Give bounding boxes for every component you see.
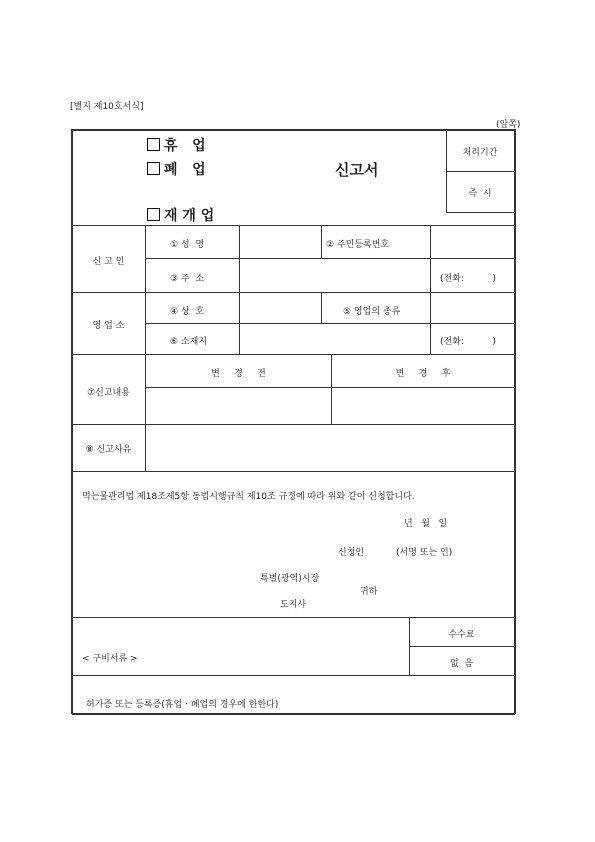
processing-period-label: 처리기간 xyxy=(462,148,498,158)
checkbox-icon[interactable] xyxy=(147,208,160,221)
checkbox-icon[interactable] xyxy=(147,162,160,175)
date-line: 년 월 일 xyxy=(404,519,448,529)
processing-period-value: 즉 시 xyxy=(468,189,492,199)
title-option-reopen[interactable]: 재 개 업 xyxy=(147,205,214,213)
required-documents-label: < 구비서류 > xyxy=(82,654,138,664)
business-section-label: 영 업 소 xyxy=(92,321,125,331)
form-number: [별지 제10호서식] xyxy=(70,102,144,112)
signature-label: (서명 또는 인) xyxy=(396,548,453,558)
declaration-statement: 먹는물관리법 제18조제5항 동법시행규칙 제10조 규정에 따라 위와 같이 신청합니다. xyxy=(82,492,415,502)
resident-id-label: ② 주민등록번호 xyxy=(326,240,390,250)
business-phone-label: (전화: ) xyxy=(440,337,497,347)
business-type-label: ⑤ 영업의 종류 xyxy=(343,307,401,317)
trade-name-field[interactable] xyxy=(240,293,320,322)
checkbox-icon[interactable] xyxy=(147,138,160,151)
reporter-phone-label: (전화: ) xyxy=(440,274,497,284)
form-title: 신고서 xyxy=(335,161,379,179)
title-option-shutdown[interactable]: 폐 업 xyxy=(147,159,206,179)
before-change-field[interactable] xyxy=(146,388,330,423)
reason-field[interactable] xyxy=(146,425,513,470)
business-type-field[interactable] xyxy=(431,293,513,322)
recipient-suffix: 귀하 xyxy=(360,587,378,597)
location-label: ⑥ 소재지 xyxy=(170,337,208,347)
page-side-label: (앞쪽) xyxy=(496,120,521,130)
resident-id-field[interactable] xyxy=(431,226,513,257)
address-field[interactable] xyxy=(240,259,429,291)
content-section-label: ⑦신고내용 xyxy=(87,388,130,398)
reason-section-label: ⑧ 신고사유 xyxy=(85,445,132,455)
location-field[interactable] xyxy=(240,324,429,353)
required-document-item: 허가증 또는 등록증(휴업ㆍ폐업의 경우에 한한다) xyxy=(86,700,279,710)
fee-value: 없 음 xyxy=(449,659,474,669)
address-label: ③ 주 소 xyxy=(170,274,205,284)
applicant-label: 신청인 xyxy=(338,548,365,558)
name-label: ① 성 명 xyxy=(170,240,205,250)
authority-governor: 도지사 xyxy=(280,600,307,610)
after-change-field[interactable] xyxy=(332,388,513,423)
authority-mayor: 특별(광역)시장 xyxy=(260,574,320,584)
trade-name-label: ④ 상 호 xyxy=(170,307,205,317)
title-option-closure[interactable]: 휴 업 xyxy=(147,135,206,155)
fee-label: 수수료 xyxy=(448,630,475,640)
name-field[interactable] xyxy=(240,226,320,257)
reporter-section-label: 신 고 인 xyxy=(92,257,125,267)
before-change-label: 변 경 전 xyxy=(211,369,266,379)
after-change-label: 변 경 후 xyxy=(395,369,451,379)
